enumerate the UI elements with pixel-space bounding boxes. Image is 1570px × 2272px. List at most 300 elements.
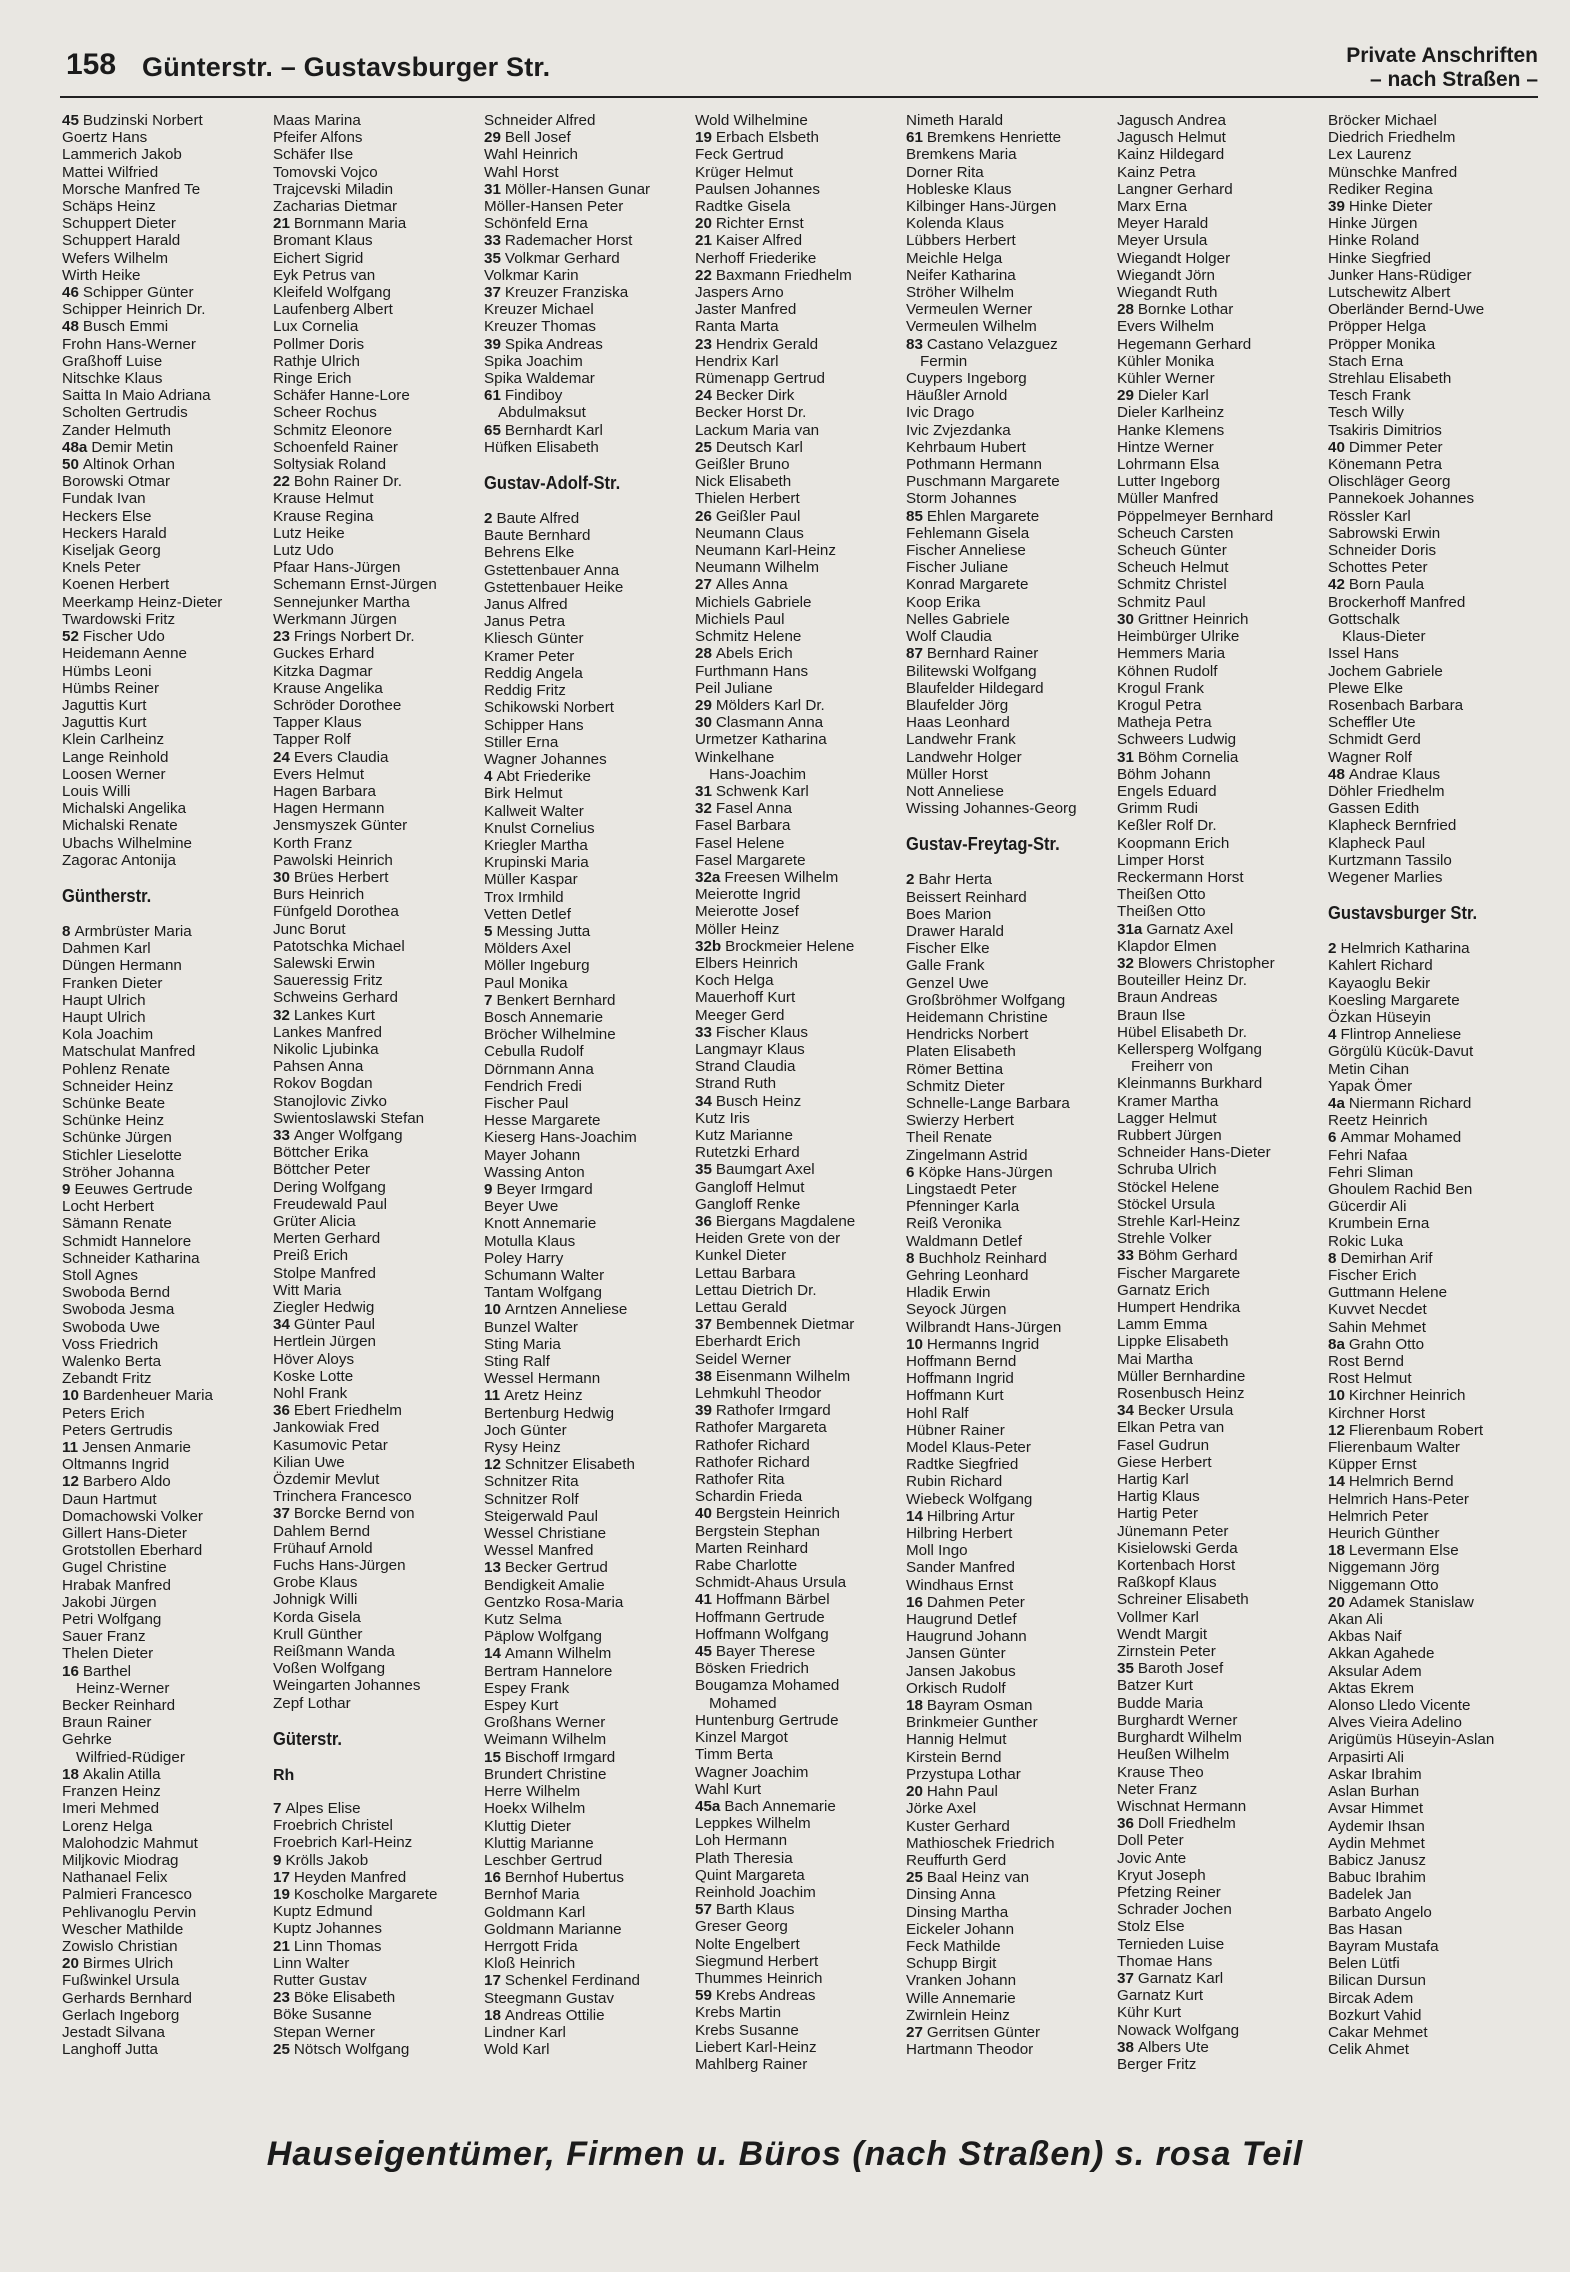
house-number: 46	[62, 284, 79, 302]
resident-name: Theil Renate	[906, 1129, 993, 1147]
resident-entry	[1117, 1781, 1328, 1798]
resident-name: Zirnstein Peter	[1117, 1643, 1216, 1661]
resident-entry	[1117, 2039, 1328, 2056]
resident-name: Großhans Werner	[484, 1714, 606, 1732]
resident-entry	[484, 232, 695, 249]
resident-name: Wagner Rolf	[1328, 748, 1412, 766]
resident-entry	[273, 1058, 484, 1075]
resident-name: Hesse Margarete	[484, 1112, 601, 1130]
resident-name: Salewski Erwin	[273, 954, 376, 972]
house-number: 19	[695, 129, 712, 147]
resident-entry	[273, 404, 484, 421]
resident-entry	[695, 1557, 906, 1574]
resident-name: Peters Gertrudis	[62, 1421, 173, 1439]
resident-name: Braun Andreas	[1117, 989, 1218, 1007]
directory-column	[484, 112, 695, 2122]
resident-name: Schünke Jürgen	[62, 1129, 172, 1147]
resident-name: Barthel	[82, 1662, 132, 1680]
resident-entry	[484, 854, 695, 871]
resident-entry	[484, 1043, 695, 1060]
resident-entry	[906, 250, 1117, 267]
resident-entry	[273, 1299, 484, 1316]
resident-name: Kunkel Dieter	[695, 1247, 787, 1265]
resident-entry	[273, 1800, 484, 1817]
resident-entry	[62, 1783, 273, 1800]
resident-entry	[1328, 1026, 1539, 1043]
footer-note: Hauseigentümer, Firmen u. Büros (nach Straßen) s. rosa Teil	[266, 2135, 1304, 2173]
resident-entry	[273, 422, 484, 439]
resident-entry	[695, 731, 906, 748]
resident-name: Braun Rainer	[62, 1714, 152, 1732]
resident-entry	[1328, 1387, 1539, 1404]
resident-entry	[1117, 1127, 1328, 1144]
resident-entry	[484, 1508, 695, 1525]
resident-name: Kühler Monika	[1117, 352, 1215, 370]
resident-name: Rathofer Richard	[695, 1453, 810, 1471]
house-number: 61	[906, 129, 923, 147]
resident-entry	[1117, 1832, 1328, 1849]
resident-entry	[1117, 835, 1328, 852]
resident-entry	[695, 1402, 906, 1419]
resident-name: Kieserg Hans-Joachim	[484, 1129, 637, 1147]
resident-entry	[484, 906, 695, 923]
resident-name: Garnatz Kurt	[1117, 1987, 1204, 2005]
resident-entry	[62, 542, 273, 559]
resident-name: Espey Frank	[484, 1679, 570, 1697]
resident-entry	[484, 1129, 695, 1146]
resident-name: Landwehr Holger	[906, 748, 1022, 766]
resident-name: Borcke Bernd von	[293, 1505, 415, 1523]
resident-entry	[62, 456, 273, 473]
resident-entry	[484, 336, 695, 353]
resident-entry	[62, 1921, 273, 1938]
house-number: 22	[695, 266, 712, 284]
resident-name: Bornmann Maria	[293, 215, 407, 233]
resident-entry	[906, 473, 1117, 490]
resident-name: Bembennek Dietmar	[715, 1316, 855, 1334]
resident-entry	[1328, 1955, 1539, 1972]
resident-entry	[1328, 215, 1539, 232]
house-number: 17	[484, 1972, 501, 1990]
house-number: 41	[695, 1591, 712, 1609]
resident-name: Alonso Lledo Vicente	[1328, 1697, 1471, 1715]
resident-entry	[1328, 1835, 1539, 1852]
resident-entry	[906, 181, 1117, 198]
resident-entry	[273, 1488, 484, 1505]
resident-name: Rathje Ulrich	[273, 352, 360, 370]
resident-name: Rathofer Irmgard	[715, 1402, 831, 1420]
resident-entry	[273, 1938, 484, 1955]
resident-name: Konrad Margarete	[906, 576, 1029, 594]
resident-name: Schardin Frieda	[695, 1488, 803, 1506]
resident-name: Limper Horst	[1117, 851, 1204, 869]
resident-name: Bayram Osman	[926, 1697, 1033, 1715]
resident-entry	[1328, 1749, 1539, 1766]
resident-name: Kramer Martha	[1117, 1092, 1219, 1110]
resident-name: Louis Willi	[62, 782, 131, 800]
house-number: 8	[1328, 1249, 1337, 1267]
house-number: 29	[695, 696, 712, 714]
resident-name: Kutz Marianne	[695, 1126, 793, 1144]
resident-entry	[62, 749, 273, 766]
resident-entry	[62, 301, 273, 318]
resident-entry	[695, 1540, 906, 1557]
resident-entry	[1328, 1869, 1539, 1886]
house-number: 7	[273, 1799, 282, 1817]
resident-entry-continuation: Heinz-Werner	[76, 1679, 170, 1697]
resident-entry	[273, 697, 484, 714]
resident-name: Greser Georg	[695, 1918, 788, 1936]
resident-name: Kluttig Dieter	[484, 1817, 571, 1835]
resident-name: Lammerich Jakob	[62, 146, 182, 164]
resident-name: Becker Reinhard	[62, 1697, 176, 1715]
resident-entry	[695, 301, 906, 318]
resident-entry	[1328, 370, 1539, 387]
resident-name: Neifer Katharina	[906, 266, 1016, 284]
resident-entry	[906, 940, 1117, 957]
resident-name: Haas Leonhard	[906, 714, 1010, 732]
resident-name: Bozkurt Vahid	[1328, 2006, 1422, 2024]
resident-entry	[273, 921, 484, 938]
resident-entry	[1328, 992, 1539, 1009]
resident-entry	[484, 1835, 695, 1852]
resident-name: Dering Wolfgang	[273, 1178, 386, 1196]
resident-entry	[273, 1179, 484, 1196]
resident-entry	[273, 1574, 484, 1591]
resident-name: Jochem Gabriele	[1328, 662, 1443, 680]
resident-entry	[1328, 1336, 1539, 1353]
resident-name: Schuppert Dieter	[62, 215, 176, 233]
resident-entry	[695, 1282, 906, 1299]
resident-entry	[1117, 508, 1328, 525]
resident-name: Babuc Ibrahim	[1328, 1869, 1426, 1887]
resident-name: Rediker Regina	[1328, 180, 1433, 198]
resident-entry	[273, 1316, 484, 1333]
resident-entry	[273, 1282, 484, 1299]
resident-entry	[1328, 267, 1539, 284]
resident-name: Demirhan Arif	[1340, 1249, 1433, 1267]
resident-entry	[906, 1387, 1117, 1404]
resident-name: Eeuwes Gertrude	[74, 1180, 193, 1198]
resident-name: Bertram Hannelore	[484, 1662, 613, 1680]
resident-entry	[62, 731, 273, 748]
house-number: 8	[906, 1249, 915, 1267]
resident-name: Blowers Christopher	[1137, 954, 1275, 972]
resident-name: Kahlert Richard	[1328, 957, 1433, 975]
resident-name: Kisielowski Gerda	[1117, 1539, 1238, 1557]
resident-entry	[1117, 112, 1328, 129]
resident-name: Schäfer Ilse	[273, 146, 354, 164]
resident-name: Wiegandt Ruth	[1117, 284, 1218, 302]
resident-name: Fischer Erich	[1328, 1267, 1417, 1284]
resident-name: Bendigkeit Amalie	[484, 1576, 605, 1594]
resident-name: Gerritsen Günter	[926, 2023, 1041, 2041]
resident-name: Spika Andreas	[504, 335, 603, 353]
resident-name: Albers Ute	[1137, 2038, 1209, 2056]
resident-entry	[1328, 1370, 1539, 1387]
resident-entry	[273, 473, 484, 490]
resident-name: Kurtzmann Tassilo	[1328, 851, 1452, 869]
resident-entry	[906, 267, 1117, 284]
resident-entry	[1117, 594, 1328, 611]
resident-entry	[62, 353, 273, 370]
resident-entry	[273, 146, 484, 163]
resident-name: Cebulla Rudolf	[484, 1043, 584, 1061]
resident-entry	[906, 1749, 1117, 1766]
resident-entry	[484, 1456, 695, 1473]
resident-name: Möller-Hansen Gunar	[504, 180, 651, 198]
resident-name: Jaster Manfred	[695, 301, 797, 319]
resident-name: Pehlivanoglu Pervin	[62, 1903, 197, 1921]
resident-entry	[695, 422, 906, 439]
resident-entry	[62, 594, 273, 611]
resident-name: Krause Angelika	[273, 679, 383, 697]
resident-name: Swoboda Bernd	[62, 1284, 171, 1302]
resident-name: Kasumovic Petar	[273, 1436, 388, 1454]
resident-entry	[1328, 1061, 1539, 1078]
resident-name: Alles Anna	[715, 576, 788, 594]
resident-entry	[484, 2024, 695, 2041]
resident-entry	[484, 1095, 695, 1112]
resident-entry	[1117, 1041, 1328, 1058]
resident-name: Schnitzer Rita	[484, 1473, 579, 1491]
resident-name: Sabrowski Erwin	[1328, 524, 1441, 542]
resident-name: Kainz Hildegard	[1117, 146, 1225, 164]
resident-entry	[273, 353, 484, 370]
resident-name: Haugrund Johann	[906, 1628, 1027, 1646]
resident-name: Reinhold Joachim	[695, 1883, 816, 1901]
resident-name: Kühler Werner	[1117, 370, 1215, 388]
resident-entry	[484, 1818, 695, 1835]
resident-name: Jünemann Peter	[1117, 1522, 1229, 1540]
resident-name: Birk Helmut	[484, 785, 563, 803]
resident-entry	[273, 714, 484, 731]
resident-name: Vranken Johann	[906, 1972, 1017, 1990]
resident-entry	[695, 1127, 906, 1144]
resident-name: Garnatz Axel	[1146, 920, 1234, 938]
resident-name: Scheer Rochus	[273, 404, 377, 422]
house-number: 8a	[1328, 1335, 1345, 1353]
resident-name: Nerhoff Friederike	[695, 249, 817, 267]
resident-name: Großbröhmer Wolfgang	[906, 991, 1066, 1009]
resident-name: Schoenfeld Rainer	[273, 438, 398, 456]
resident-entry	[62, 940, 273, 957]
resident-name: Rademacher Horst	[504, 232, 633, 250]
resident-entry	[273, 1333, 484, 1350]
resident-entry	[273, 1230, 484, 1247]
resident-name: Fischer Juliane	[906, 559, 1009, 577]
resident-name: Andrae Klaus	[1348, 765, 1441, 783]
house-number: 83	[906, 335, 923, 353]
resident-name: Fischer Margarete	[1117, 1264, 1241, 1282]
resident-name: Mölders Karl Dr.	[715, 696, 825, 714]
resident-name: Benkert Bernhard	[496, 991, 616, 1009]
resident-name: Zowislo Christian	[62, 1937, 178, 1955]
resident-name: Stöckel Ursula	[1117, 1195, 1215, 1213]
house-number: 21	[273, 1937, 290, 1955]
house-number: 25	[906, 1869, 923, 1887]
resident-name: Krebs Andreas	[715, 1987, 816, 2005]
resident-name: Schuppert Harald	[62, 232, 181, 250]
house-number: 37	[1117, 1969, 1134, 1987]
resident-entry	[484, 957, 695, 974]
resident-name: Becker Gertrud	[504, 1559, 608, 1577]
resident-entry	[62, 1456, 273, 1473]
resident-name: Malohodzic Mahmut	[62, 1834, 198, 1852]
resident-entry	[906, 1542, 1117, 1559]
resident-entry	[1328, 1697, 1539, 1714]
resident-entry	[1328, 112, 1539, 129]
resident-entry	[1328, 1301, 1539, 1318]
resident-name: Blaufelder Hildegard	[906, 679, 1044, 697]
resident-entry	[695, 1850, 906, 1867]
resident-name: Klein Carlheinz	[62, 731, 165, 749]
resident-name: Kuvvet Necdet	[1328, 1301, 1427, 1319]
resident-name: Loosen Werner	[62, 765, 166, 783]
house-number: 48a	[62, 438, 88, 456]
resident-entry	[1117, 1230, 1328, 1247]
resident-name: Rokov Bogdan	[273, 1075, 373, 1093]
resident-entry	[62, 1559, 273, 1576]
resident-name: Engels Eduard	[1117, 782, 1217, 800]
resident-entry	[484, 267, 695, 284]
resident-name: Gehring Leonhard	[906, 1267, 1029, 1284]
house-number: 34	[695, 1092, 712, 1110]
house-number: 11	[62, 1439, 79, 1457]
resident-name: Zagorac Antonija	[62, 851, 176, 869]
resident-name: Vermeulen Wilhelm	[906, 318, 1037, 336]
resident-name: Päplow Wolfgang	[484, 1628, 602, 1646]
resident-name: Hegemann Gerhard	[1117, 335, 1252, 353]
resident-entry	[695, 1075, 906, 1092]
resident-name: Rathofer Margareta	[695, 1419, 827, 1437]
resident-entry	[484, 2007, 695, 2024]
resident-name: Lehmkuhl Theodor	[695, 1385, 822, 1403]
resident-entry	[1328, 957, 1539, 974]
resident-name: Baute Bernhard	[484, 527, 591, 545]
resident-name: Koscholke Margarete	[293, 1885, 438, 1903]
resident-entry	[1117, 731, 1328, 748]
resident-name: Haupt Ulrich	[62, 991, 146, 1009]
resident-entry	[484, 871, 695, 888]
resident-entry	[62, 817, 273, 834]
resident-entry	[62, 766, 273, 783]
resident-name: Badelek Jan	[1328, 1886, 1412, 1904]
resident-entry	[906, 1645, 1117, 1662]
resident-name: Baal Heinz van	[926, 1869, 1030, 1887]
resident-name: Scheffler Ute	[1328, 714, 1416, 732]
house-number: 36	[273, 1402, 290, 1420]
resident-name: Tesch Willy	[1328, 404, 1404, 422]
resident-entry	[1328, 1559, 1539, 1576]
resident-name: Elbers Heinrich	[695, 954, 798, 972]
resident-name: Flierenbaum Walter	[1328, 1439, 1460, 1457]
resident-name: Krebs Martin	[695, 2004, 782, 2022]
resident-entry	[1117, 301, 1328, 318]
resident-name: Seyock Jürgen	[906, 1301, 1007, 1319]
resident-name: Knulst Cornelius	[484, 819, 595, 837]
resident-name: Schrader Jochen	[1117, 1901, 1232, 1919]
resident-name: Möller Heinz	[695, 920, 780, 938]
resident-entry	[695, 1333, 906, 1350]
resident-entry	[695, 783, 906, 800]
resident-entry	[1328, 1233, 1539, 1250]
resident-entry	[695, 1918, 906, 1935]
resident-entry	[1117, 1953, 1328, 1970]
resident-entry	[273, 1144, 484, 1161]
resident-name: Brinkmeier Gunther	[906, 1714, 1038, 1732]
resident-name: Reiß Veronika	[906, 1215, 1002, 1233]
resident-entry	[695, 164, 906, 181]
resident-name: Anger Wolfgang	[293, 1126, 403, 1144]
resident-entry	[1328, 1783, 1539, 1800]
resident-name: Scholten Gertrudis	[62, 404, 188, 422]
resident-entry	[1117, 473, 1328, 490]
resident-entry	[62, 490, 273, 507]
resident-name: Meeger Gerd	[695, 1006, 785, 1024]
resident-entry	[1328, 714, 1539, 731]
resident-name: Nikolic Ljubinka	[273, 1040, 379, 1058]
resident-entry	[1328, 1628, 1539, 1645]
house-number: 37	[273, 1505, 290, 1523]
resident-entry	[62, 611, 273, 628]
resident-name: Werkmann Jürgen	[273, 610, 397, 628]
resident-entry	[273, 215, 484, 232]
directory-column	[273, 112, 484, 2122]
resident-entry	[273, 1677, 484, 1694]
resident-name: Nelles Gabriele	[906, 610, 1010, 628]
resident-name: Galle Frank	[906, 957, 985, 975]
resident-name: Hagen Barbara	[273, 782, 377, 800]
resident-entry	[484, 1198, 695, 1215]
resident-entry	[273, 1643, 484, 1660]
resident-name: Quint Margareta	[695, 1866, 805, 1884]
resident-name: Kriegler Martha	[484, 836, 588, 854]
resident-entry	[1117, 972, 1328, 989]
resident-name: Jagusch Andrea	[1117, 112, 1226, 129]
resident-entry	[62, 1473, 273, 1490]
resident-name: Lankes Manfred	[273, 1023, 382, 1041]
resident-name: Nötsch Wolfgang	[293, 2040, 410, 2058]
house-number: 50	[62, 456, 79, 474]
resident-name: Rathofer Richard	[695, 1436, 810, 1454]
house-number: 8	[62, 922, 71, 940]
resident-name: Herrgott Frida	[484, 1937, 578, 1955]
resident-name: Trajcevski Miladin	[273, 180, 394, 198]
house-number: 59	[695, 1987, 712, 2005]
resident-entry	[273, 1024, 484, 1041]
resident-entry-continuation: Hans-Joachim	[709, 765, 807, 783]
house-number: 2	[906, 871, 915, 889]
resident-entry	[62, 387, 273, 404]
resident-entry	[273, 1505, 484, 1522]
resident-name: Schünke Heinz	[62, 1112, 165, 1130]
resident-entry	[273, 1127, 484, 1144]
resident-entry	[1117, 1591, 1328, 1608]
resident-name: Jörke Axel	[906, 1800, 977, 1818]
resident-name: Pohlenz Renate	[62, 1060, 171, 1078]
resident-name: Swoboda Jesma	[62, 1301, 175, 1319]
resident-entry	[273, 250, 484, 267]
resident-name: Helmrich Hans-Peter	[1328, 1490, 1469, 1508]
resident-entry	[484, 1697, 695, 1714]
house-number: 57	[695, 1901, 712, 1919]
resident-entry	[1117, 232, 1328, 249]
resident-name: Dahmen Karl	[62, 940, 151, 958]
resident-entry	[484, 1955, 695, 1972]
resident-name: Tantam Wolfgang	[484, 1284, 602, 1302]
resident-entry-continuation: Fermin	[920, 352, 968, 370]
